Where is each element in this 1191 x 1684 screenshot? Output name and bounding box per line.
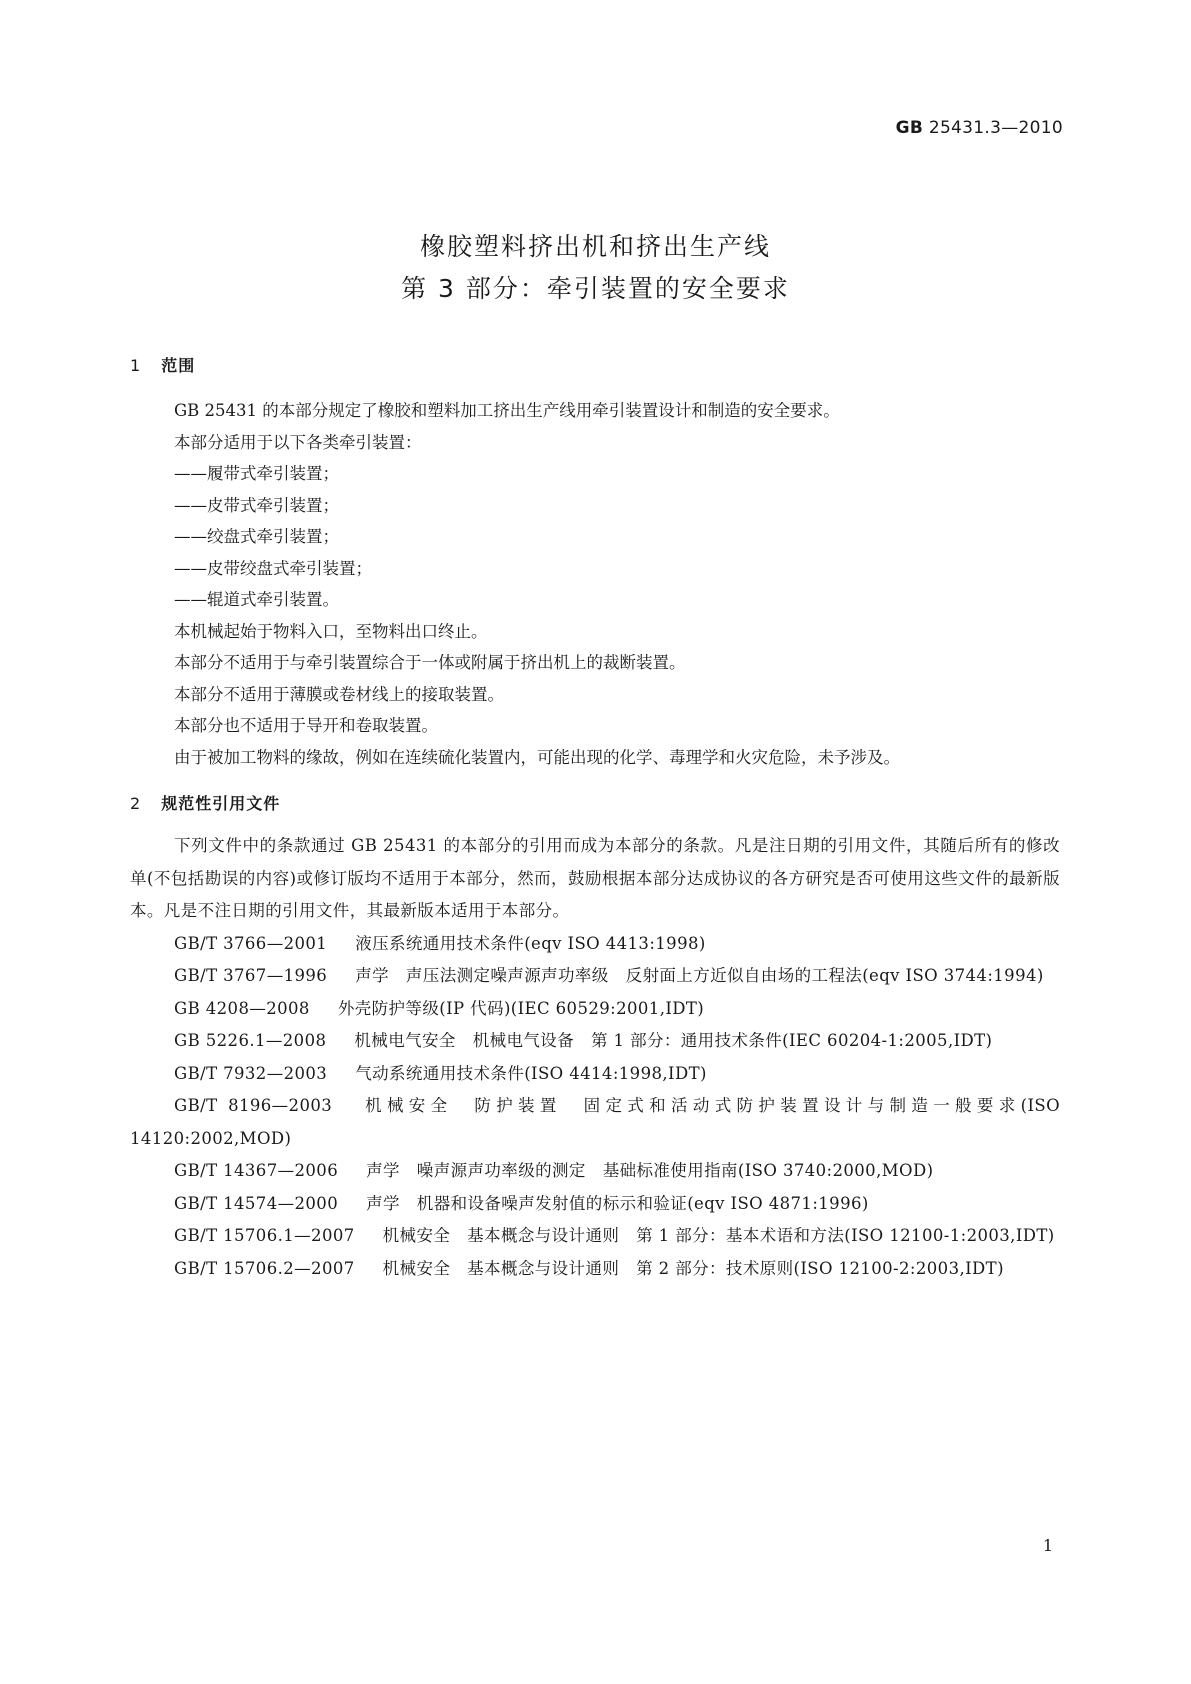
- standard-code: 25431.3—2010: [928, 118, 1063, 138]
- paragraph: 本部分也不适用于导开和卷取装置。: [174, 716, 438, 735]
- reference-title: 机械电气安全 机械电气设备 第 1 部分：通用技术条件(IEC 60204-1:2005,IDT): [354, 1031, 993, 1050]
- title-line-2: 第 3 部分：牵引装置的安全要求: [401, 274, 790, 303]
- page-number: 1: [1042, 1536, 1053, 1555]
- reference-title: 机械安全 防护装置 固定式和活动式防护装置设计与制造一般要求(ISO 14120:2002,MOD): [130, 1096, 1060, 1148]
- section-1-body: [130, 395, 1060, 773]
- reference-code: GB/T 8196—2003: [174, 1096, 333, 1115]
- reference-code: GB/T 14574—2000: [174, 1193, 339, 1213]
- paragraph: GB 25431 的本部分规定了橡胶和塑料加工挤出生产线用牵引装置设计和制造的安全要求。: [174, 401, 840, 420]
- reference-item: [130, 1253, 1060, 1286]
- reference-code: GB/T 3766—2001: [174, 933, 328, 953]
- reference-item: [130, 1025, 1060, 1058]
- section-title: 规范性引用文件: [161, 794, 281, 813]
- reference-item: [130, 928, 1060, 961]
- paragraph: 本部分不适用于薄膜或卷材线上的接取装置。: [174, 684, 504, 704]
- reference-item: [130, 1220, 1060, 1253]
- section-title: 范围: [161, 356, 196, 375]
- reference-code: GB/T 14367—2006: [174, 1161, 339, 1180]
- paragraph: 由于被加工物料的缘故，例如在连续硫化装置内，可能出现的化学、毒理学和火灾危险，未予涉及。: [174, 747, 900, 767]
- reference-item: [130, 1155, 1060, 1188]
- reference-code: GB/T 15706.1—2007: [174, 1226, 355, 1245]
- reference-item: [130, 960, 1060, 993]
- section-2-heading: [130, 791, 280, 814]
- reference-title: 气动系统通用技术条件(ISO 4414:1998,IDT): [355, 1063, 707, 1083]
- reference-title: 液压系统通用技术条件(eqv ISO 4413:1998): [355, 933, 706, 953]
- reference-title: 声学 机器和设备噪声发射值的标示和验证(eqv ISO 4871:1996): [366, 1193, 869, 1213]
- section-number: 1: [130, 356, 142, 375]
- section-number: 2: [130, 794, 142, 813]
- paragraph: 下列文件中的条款通过 GB 25431 的本部分的引用而成为本部分的条款。凡是注日期的引用文件，其随后所有的修改单(不包括勘误的内容)或修订版均不适用于本部分，然而，鼓励根据本部分达成协议的各方研究是否可使用这些文件的最新版本。凡是不注日期的引用文件，其最新版本适用于本部分。: [130, 836, 1060, 920]
- paragraph: 本部分适用于以下各类牵引装置：: [174, 432, 422, 452]
- reference-item: [130, 1188, 1060, 1221]
- paragraph: 本机械起始于物料入口，至物料出口终止。: [174, 621, 488, 641]
- reference-item: [130, 993, 1060, 1026]
- reference-code: GB/T 15706.2—2007: [174, 1258, 355, 1278]
- reference-code: GB/T 7932—2003: [174, 1063, 328, 1083]
- list-item: ——履带式牵引装置；: [174, 464, 339, 483]
- reference-item: [130, 1090, 1060, 1155]
- reference-title: 声学 声压法测定噪声源声功率级 反射面上方近似自由场的工程法(eqv ISO 3744:1994): [355, 966, 1044, 985]
- standard-prefix: GB: [895, 118, 924, 138]
- list-item: ——绞盘式牵引装置；: [174, 527, 339, 546]
- reference-title: 声学 噪声源声功率级的测定 基础标准使用指南(ISO 3740:2000,MOD): [366, 1161, 934, 1180]
- reference-title: 机械安全 基本概念与设计通则 第 2 部分：技术原则(ISO 12100-2:2003,IDT): [382, 1258, 1004, 1278]
- reference-title: 机械安全 基本概念与设计通则 第 1 部分：基本术语和方法(ISO 12100-1:2003,IDT): [382, 1226, 1055, 1245]
- document-title: [0, 226, 1191, 310]
- title-line-1: 橡胶塑料挤出机和挤出生产线: [419, 232, 771, 261]
- list-item: ——辊道式牵引装置。: [174, 590, 339, 609]
- reference-code: GB 5226.1—2008: [174, 1031, 327, 1050]
- reference-code: GB 4208—2008: [174, 998, 310, 1018]
- reference-code: GB/T 3767—1996: [174, 966, 328, 985]
- section-2-body: [130, 830, 1060, 1285]
- list-item: ——皮带式牵引装置；: [174, 495, 339, 515]
- reference-title: 外壳防护等级(IP 代码)(IEC 60529:2001,IDT): [337, 998, 705, 1018]
- paragraph: 本部分不适用于与牵引装置综合于一体或附属于挤出机上的裁断装置。: [174, 653, 686, 672]
- section-1-heading: [130, 353, 195, 376]
- standard-number: [896, 118, 1063, 138]
- list-item: ——皮带绞盘式牵引装置；: [174, 558, 372, 578]
- reference-item: [130, 1058, 1060, 1091]
